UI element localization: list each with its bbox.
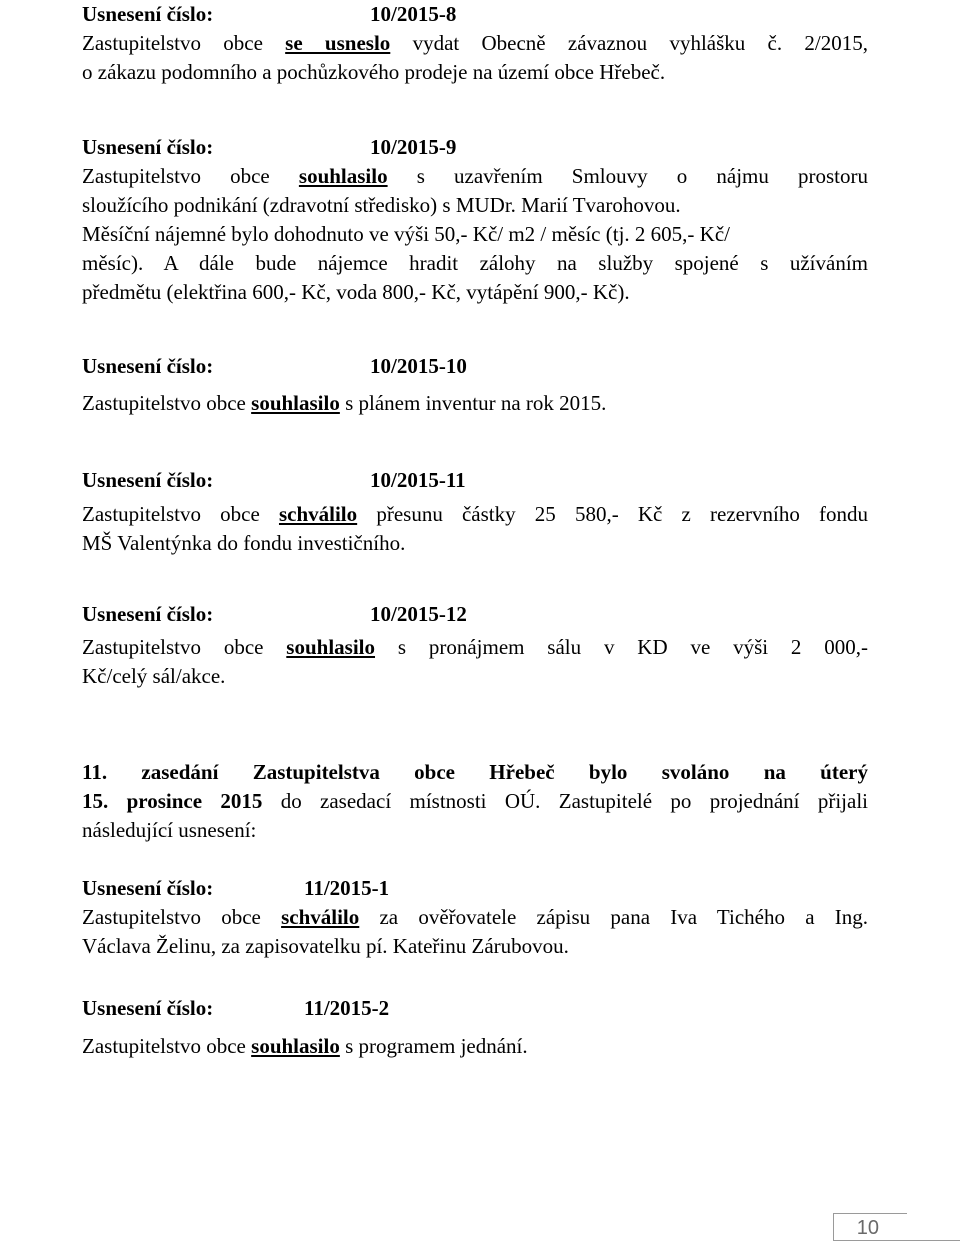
resolution-10-2015-9: [82, 133, 868, 307]
resolution-heading: [82, 994, 868, 1023]
resolution-label: Usnesení číslo:: [82, 354, 214, 378]
resolution-number: 10/2015-8: [370, 2, 457, 26]
resolution-10-2015-8: [82, 0, 868, 87]
session-line-3: následující usnesení:: [82, 818, 257, 842]
resolution-number: 10/2015-10: [370, 354, 467, 378]
resolution-label: Usnesení číslo:: [82, 468, 214, 492]
resolution-number: 10/2015-11: [370, 468, 466, 492]
resolution-text-line: Zastupitelstvo obce souhlasilo s plánem inventur na rok 2015.: [82, 391, 607, 415]
resolution-label: Usnesení číslo:: [82, 996, 214, 1020]
resolution-text-line: MŠ Valentýnka do fondu investičního.: [82, 531, 406, 555]
resolution-verb: souhlasilo: [251, 1034, 340, 1058]
resolution-number: 11/2015-2: [304, 996, 390, 1020]
resolution-label: Usnesení číslo:: [82, 135, 214, 159]
resolution-text-line: Zastupitelstvo obce se usneslo vydat Obecně závaznou vyhlášku č. 2/2015,: [82, 31, 868, 55]
resolution-10-2015-12: [82, 600, 868, 691]
resolution-text-line: předmětu (elektřina 600,- Kč, voda 800,- Kč, vytápění 900,- Kč).: [82, 280, 630, 304]
resolution-verb: se usneslo: [285, 31, 391, 55]
resolution-10-2015-10: [82, 352, 868, 418]
resolution-heading: [82, 874, 868, 903]
resolution-label: Usnesení číslo:: [82, 876, 214, 900]
resolution-text-line: Kč/celý sál/akce.: [82, 664, 226, 688]
resolution-text-line: Zastupitelstvo obce souhlasilo s programem jednání.: [82, 1034, 528, 1058]
resolution-heading: [82, 352, 868, 381]
resolution-heading: [82, 600, 868, 629]
resolution-label: Usnesení číslo:: [82, 602, 214, 626]
resolution-11-2015-1: [82, 874, 868, 961]
resolution-text-line: o zákazu podomního a pochůzkového prodeje na území obce Hřebeč.: [82, 60, 666, 84]
page-number: 10: [856, 1217, 879, 1239]
resolution-verb: schválilo: [281, 905, 360, 929]
session-line-1: 11. zasedání Zastupitelstva obce Hřebeč bylo svoláno na úterý: [82, 760, 868, 784]
resolution-text-line: Zastupitelstvo obce schválilo za ověřovatele zápisu pana Iva Tichého a Ing.: [82, 905, 868, 929]
session-date: 15. prosince 2015: [82, 789, 263, 813]
session-announcement: [82, 758, 868, 845]
resolution-number: 10/2015-12: [370, 602, 467, 626]
resolution-text-line: Zastupitelstvo obce schválilo přesunu částky 25 580,- Kč z rezervního fondu: [82, 502, 868, 526]
resolution-verb: souhlasilo: [298, 164, 388, 188]
resolution-text-line: sloužícího podnikání (zdravotní středisko) s MUDr. Marií Tvarohovou.: [82, 193, 681, 217]
resolution-verb: schválilo: [278, 502, 358, 526]
resolution-number: 10/2015-9: [370, 135, 457, 159]
resolution-heading: [82, 466, 868, 495]
resolution-number: 11/2015-1: [304, 876, 390, 900]
resolution-11-2015-2: [82, 994, 868, 1061]
resolution-heading: [82, 133, 868, 162]
resolution-heading: [82, 0, 868, 29]
resolution-text-line: měsíc). A dále bude nájemce hradit zálohy na služby spojené s užíváním: [82, 251, 868, 275]
resolution-10-2015-11: [82, 466, 868, 558]
resolution-text-line: Měsíční nájemné bylo dohodnuto ve výši 50,- Kč/ m2 / měsíc (tj. 2 605,- Kč/: [82, 222, 730, 246]
resolution-label: Usnesení číslo:: [82, 2, 214, 26]
resolution-verb: souhlasilo: [251, 391, 340, 415]
resolution-text-line: Václava Želinu, za zapisovatelku pí. Kateřinu Zárubovou.: [82, 934, 569, 958]
session-line-2: 15. prosince 2015 do zasedací místnosti OÚ. Zastupitelé po projednání přijali: [82, 789, 869, 813]
resolution-text-line: Zastupitelstvo obce souhlasilo s pronájmem sálu v KD ve výši 2 000,-: [82, 635, 868, 659]
resolution-text-line: Zastupitelstvo obce souhlasilo s uzavřením Smlouvy o nájmu prostoru: [82, 164, 868, 188]
page-number-box: [833, 1213, 907, 1241]
resolution-verb: souhlasilo: [286, 635, 376, 659]
